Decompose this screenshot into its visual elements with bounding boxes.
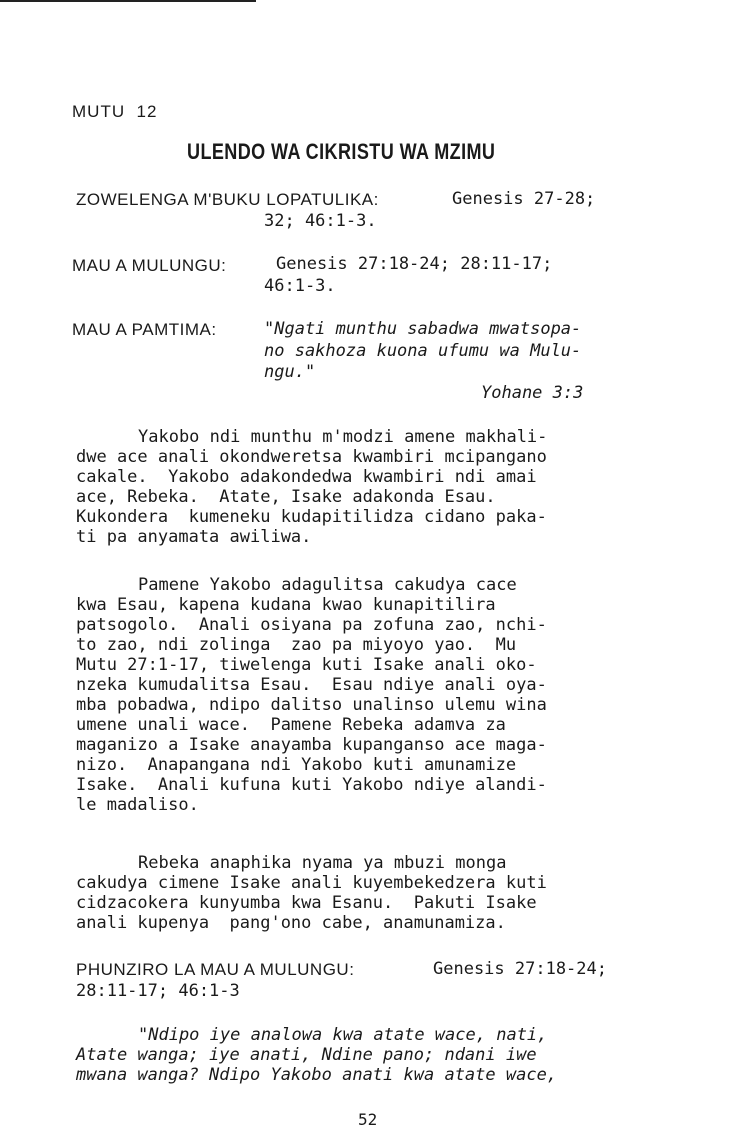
paragraph-line: anali kupenya pang'ono cabe, anamunamiza.: [76, 913, 506, 933]
paragraph-2: [76, 575, 676, 815]
paragraph-line: cakudya cimene Isake anali kuyembekedzera kuti: [76, 873, 547, 893]
paragraph-line: maganizo a Isake anayamba kupanganso ace maga-: [76, 735, 547, 755]
paragraph-line: ti pa anyamata awiliwa.: [76, 527, 312, 547]
top-rule: [0, 0, 256, 2]
scripture-value-1: Genesis 27:18-24; 28:11-17;: [276, 254, 553, 274]
memory-verse-reference: Yohane 3:3: [481, 383, 584, 403]
paragraph-line: mba pobadwa, ndipo dalitso unalinso ulemu wina: [76, 695, 547, 715]
paragraph-line: patsogolo. Anali osiyana pa zofuna zao, nchi-: [76, 615, 547, 635]
paragraph-line: cidzacokera kunyumba kwa Esanu. Pakuti Isake: [76, 893, 537, 913]
readings-label: ZOWELENGA M'BUKU LOPATULIKA:: [76, 190, 379, 209]
paragraph-line: Kukondera kumeneku kudapitilidza cidano paka-: [76, 507, 547, 527]
readings-value-2: 32; 46:1-3.: [264, 211, 377, 231]
paragraph-line: umene unali wace. Pamene Rebeka adamva za: [76, 715, 506, 735]
memory-verse-line-2: no sakhoza kuona ufumu wa Mulu-: [264, 341, 582, 361]
memory-verse-line-3: ngu.": [264, 362, 316, 382]
paragraph-1: [76, 427, 676, 547]
quote-line: "Ndipo iye analowa kwa atate wace, nati,: [138, 1025, 548, 1045]
paragraph-3: [76, 853, 676, 933]
paragraph-line: kwa Esau, kapena kudana kwao kunapitilira: [76, 595, 496, 615]
paragraph-line: Yakobo ndi munthu m'modzi amene makhali-: [138, 427, 548, 447]
memory-verse-line-1: "Ngati munthu sabadwa mwatsopa-: [264, 319, 582, 339]
paragraph-line: Mutu 27:1-17, tiwelenga kuti Isake anali oko-: [76, 655, 537, 675]
paragraph-line: Rebeka anaphika nyama ya mbuzi monga: [138, 853, 507, 873]
memory-verse-label: MAU A PAMTIMA:: [72, 320, 217, 339]
paragraph-line: nzeka kumudalitsa Esau. Esau ndiye anali oya-: [76, 675, 547, 695]
paragraph-line: to zao, ndi zolinga zao pa miyoyo yao. Mu: [76, 635, 517, 655]
paragraph-line: cakale. Yakobo adakondedwa kwambiri ndi amai: [76, 467, 537, 487]
lesson-scripture-label: PHUNZIRO LA MAU A MULUNGU:: [76, 960, 355, 979]
lesson-scripture-value-2: 28:11-17; 46:1-3: [76, 981, 240, 1001]
paragraph-line: ace, Rebeka. Atate, Isake adakonda Esau.: [76, 487, 496, 507]
quote-line: Atate wanga; iye anati, Ndine pano; ndani iwe: [76, 1045, 537, 1065]
readings-value-1: Genesis 27-28;: [452, 189, 596, 209]
page-title: ULENDO WA CIKRISTU WA MZIMU: [187, 139, 496, 164]
paragraph-line: Isake. Anali kufuna kuti Yakobo ndiye alandi-: [76, 775, 547, 795]
scripture-quote: [76, 1025, 676, 1085]
paragraph-line: nizo. Anapangana ndi Yakobo kuti amunamize: [76, 755, 517, 775]
paragraph-line: dwe ace anali okondweretsa kwambiri mcipangano: [76, 447, 547, 467]
quote-line: mwana wanga? Ndipo Yakobo anati kwa atate wace,: [76, 1065, 558, 1085]
paragraph-line: Pamene Yakobo adagulitsa cakudya cace: [138, 575, 517, 595]
lesson-number: MUTU 12: [72, 102, 158, 121]
lesson-scripture-value-1: Genesis 27:18-24;: [433, 959, 607, 979]
scripture-value-2: 46:1-3.: [264, 276, 336, 296]
page-number: 52: [358, 1110, 378, 1129]
paragraph-line: le madaliso.: [76, 795, 199, 815]
scripture-label: MAU A MULUNGU:: [72, 256, 227, 275]
